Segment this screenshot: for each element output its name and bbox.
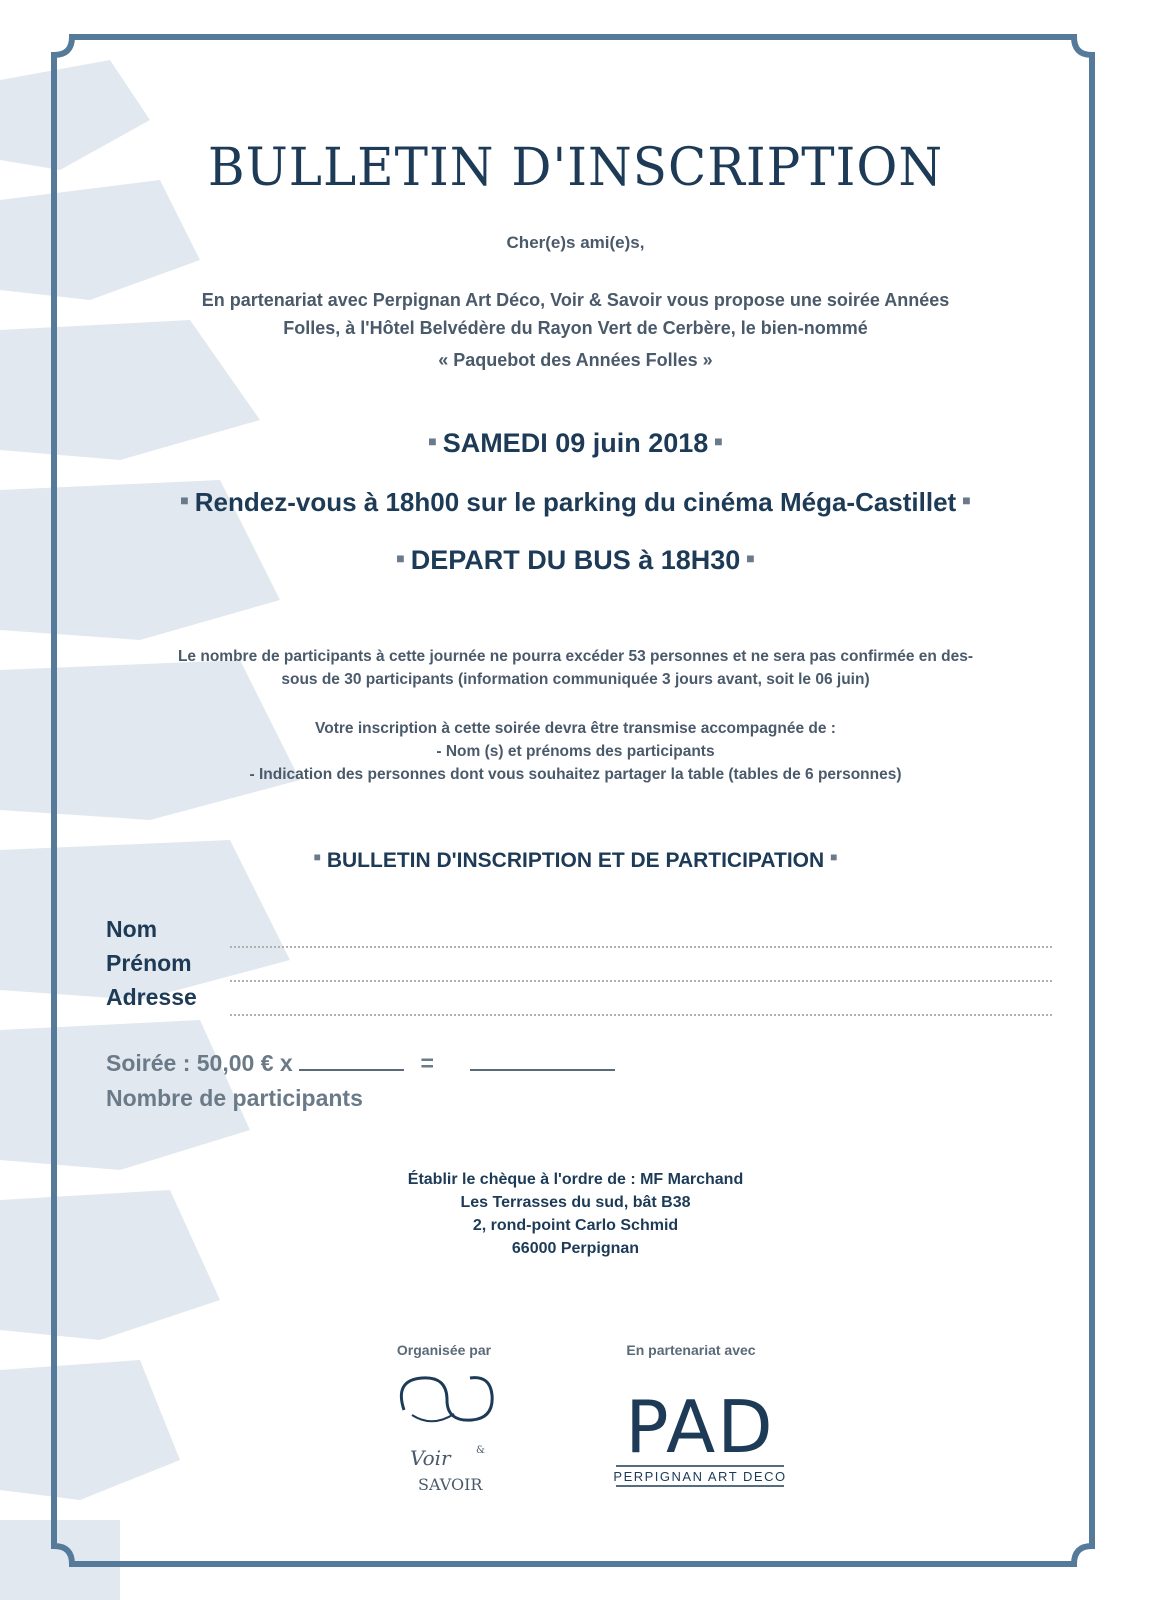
requirements-line: - Nom (s) et prénoms des participants (436, 743, 715, 760)
intro-line: En partenariat avec Perpignan Art Déco, Voir & Savoir vous propose une soirée Années (201, 290, 950, 310)
participants-count-field[interactable] (299, 1051, 404, 1071)
event-date: ■ SAMEDI 09 juin 2018 ■ (428, 428, 723, 458)
requirements-line: - Indication des personnes dont vous souhaitez partager la table (tables de 6 personnes) (249, 766, 902, 783)
requirements (0, 717, 1151, 786)
cheque-instructions (0, 1168, 1151, 1260)
savoir-text: SAVOIR (418, 1475, 483, 1494)
participants-info (110, 645, 1041, 691)
adresse-label: Adresse (106, 984, 197, 1010)
cheque-line: 2, rond-point Carlo Schmid (472, 1217, 679, 1234)
price-line (106, 1050, 615, 1077)
nom-field[interactable] (230, 946, 1052, 948)
bus-departure: ■ DEPART DU BUS à 18H30 ■ (396, 545, 755, 575)
bullet-square: ■ (746, 550, 755, 566)
organised-by-label: Organisée par (396, 1342, 492, 1358)
bullet-square: ■ (428, 433, 437, 449)
bullet-square: ■ (313, 850, 321, 864)
cheque-line: Les Terrasses du sud, bât B38 (460, 1194, 691, 1211)
partner-label: En partenariat avec (626, 1342, 756, 1358)
cheque-line: 66000 Perpignan (511, 1240, 640, 1257)
nom-label: Nom (106, 916, 158, 942)
intro-paragraph (120, 286, 1031, 374)
intro-line: « Paquebot des Années Folles » (438, 350, 713, 370)
prenom-label: Prénom (106, 950, 192, 976)
price-label: Soirée : 50,00 € x (106, 1050, 293, 1076)
participants-label: Nombre de participants (106, 1085, 363, 1111)
bullet-square: ■ (830, 850, 838, 864)
pad-tagline: PERPIGNAN ART DECO (613, 1469, 787, 1484)
voir-savoir-logo (392, 1370, 512, 1498)
adresse-field[interactable] (230, 1014, 1052, 1016)
info-line: Le nombre de participants à cette journée ne pourra excéder 53 personnes et ne sera pas confirmée en des- (177, 648, 974, 665)
form-heading: ■ BULLETIN D'INSCRIPTION ET DE PARTICIPATION ■ (313, 849, 838, 872)
voir-text: Voir (410, 1446, 451, 1470)
info-line: sous de 30 participants (information communiquée 3 jours avant, soit le 06 juin) (281, 671, 870, 688)
requirements-line: Votre inscription à cette soirée devra être transmise accompagnée de : (315, 720, 836, 737)
page-title: BULLETIN D'INSCRIPTION (207, 136, 944, 198)
bullet-square: ■ (714, 433, 723, 449)
greeting: Cher(e)s ami(e)s, (506, 233, 645, 252)
bullet-square: ■ (180, 492, 189, 508)
cheque-line: Établir le chèque à l'ordre de : MF Marchand (407, 1171, 744, 1188)
bullet-square: ■ (396, 550, 405, 566)
equals-sign: = (420, 1050, 434, 1076)
meeting-point: ■ Rendez-vous à 18h00 sur le parking du cinéma Méga-Castillet ■ (180, 487, 971, 517)
total-field[interactable] (470, 1051, 615, 1071)
intro-line: Folles, à l'Hôtel Belvédère du Rayon Vert de Cerbère, le bien-nommé (283, 318, 868, 338)
pad-text: PAD (625, 1385, 775, 1469)
pad-logo (612, 1368, 788, 1494)
ampersand-text: & (476, 1445, 485, 1456)
bullet-square: ■ (962, 492, 971, 508)
prenom-field[interactable] (230, 980, 1052, 982)
